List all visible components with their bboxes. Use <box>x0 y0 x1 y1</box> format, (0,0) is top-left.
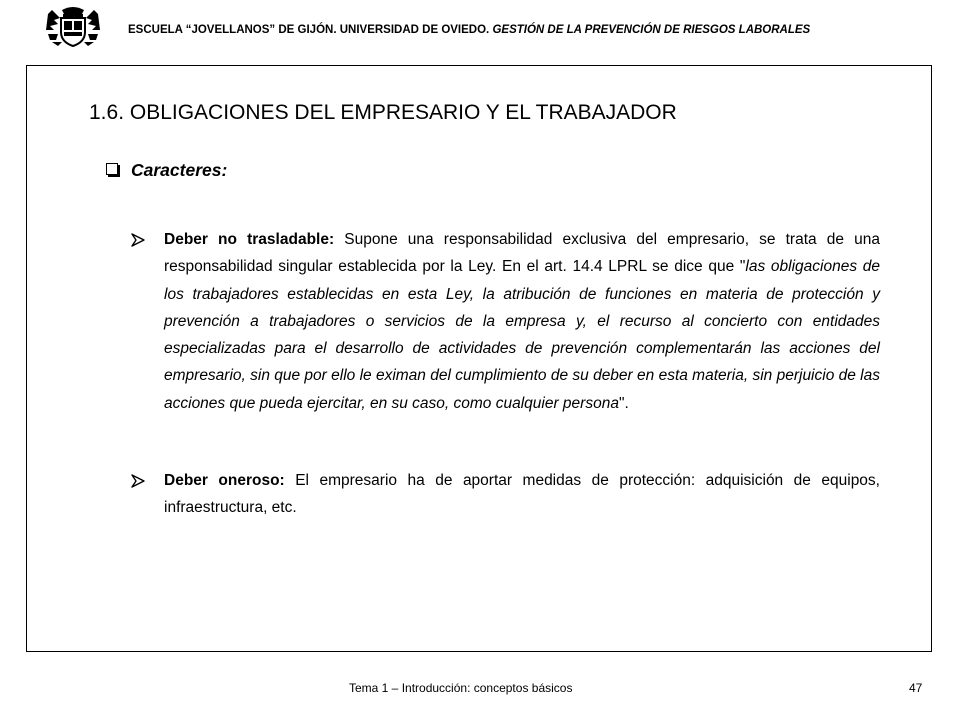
slide-title: 1.6. OBLIGACIONES DEL EMPRESARIO Y EL TRABAJADOR <box>89 101 677 124</box>
bullet-term: Deber no trasladable: <box>164 231 335 248</box>
header-school: ESCUELA “JOVELLANOS” DE GIJÓN. UNIVERSIDAD DE OVIEDO. <box>128 24 490 36</box>
header-course: GESTIÓN DE LA PREVENCIÓN DE RIESGOS LABORALES <box>492 24 811 36</box>
document-header <box>128 24 928 36</box>
university-coat-of-arms-icon <box>44 4 102 48</box>
section-heading <box>131 160 227 181</box>
checkbox-bullet-icon <box>106 163 118 175</box>
bullet-item <box>164 467 880 522</box>
arrow-bullet-icon <box>131 474 145 488</box>
bullet-quote: las obligaciones de los trabajadores establecidas en esta Ley, la atribución de funciones en materia de protección y prevención a trabajadores o servicios de la empresa y, el recurso al concierto con entidades especializadas para el desarrollo de actividades de prevención complementarán las acciones del empresario, sin que por ello le eximan del cumplimiento de su deber en esta materia, sin perjuicio de las acciones que pueda ejercitar, en su caso, como cualquier persona <box>164 258 881 412</box>
bullet-tail: ". <box>618 394 629 412</box>
page-number: 47 <box>909 681 923 695</box>
arrow-bullet-icon <box>131 233 145 247</box>
bullet-item <box>164 226 880 417</box>
bullet-text: El empresario ha de aportar medidas de protección: adquisición de equipos, infraestructura, etc. <box>164 472 880 517</box>
bullet-term: Deber oneroso: <box>164 472 285 489</box>
footer-topic: Tema 1 – Introducción: conceptos básicos <box>349 681 573 695</box>
section-colon: : <box>221 160 228 180</box>
section-label: Caracteres <box>131 160 222 180</box>
bullet-text: Supone una responsabilidad exclusiva del empresario, se trata de una responsabilidad singular establecida por la Ley. En el art. 14.4 LPRL se dice que " <box>164 231 880 276</box>
